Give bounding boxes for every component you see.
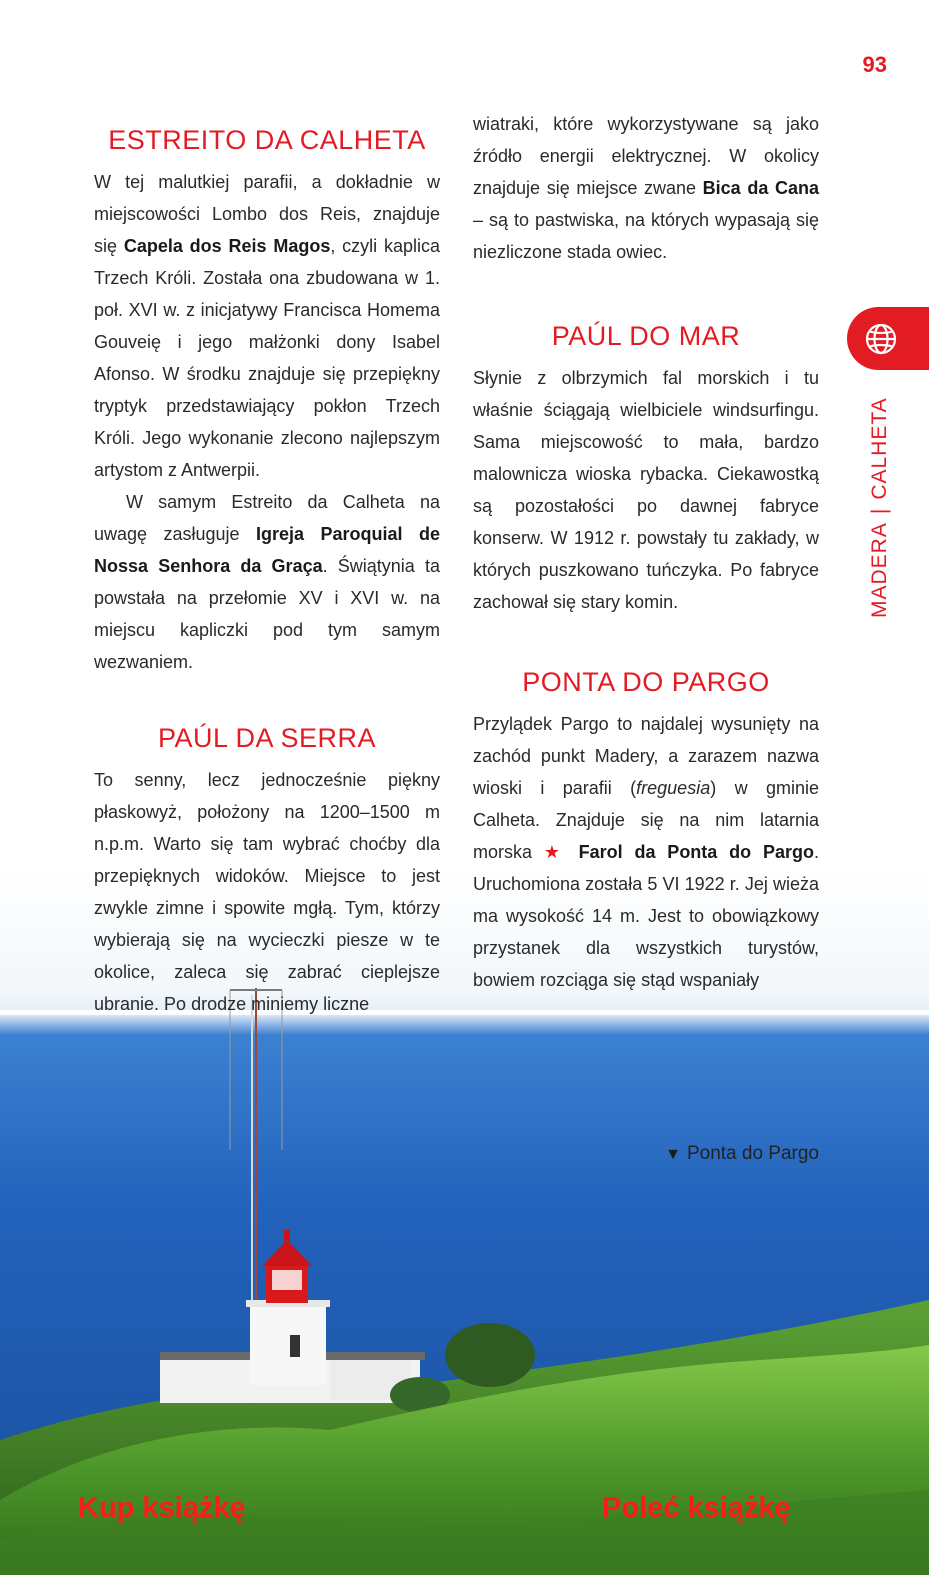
caption-marker-icon: ▼: [665, 1146, 681, 1163]
page-number: 93: [862, 52, 887, 77]
paragraph-estreito-2: W samym Estreito da Calheta na uwagę zasługuje Igreja Paroquial de Nossa Senhora da Graça. Świątynia ta powstała na przełomie XV i XVI w. na miejscu kapliczki pod tym samym wezwaniem.: [94, 492, 440, 672]
paragraph-ponta-do-pargo: Przylądek Pargo to najdalej wysunięty na zachód punkt Madery, a zarazem nazwa wioski i parafii (freguesia) w gminie Calheta. Znajduje się na nim latarnia morska ★ Farol da Ponta do Pargo. Uruchomiona została 5 VI 1922 r. Jej wieża ma wysokość 14 m. Jest to obowiązkowy przystanek dla wszystkich turystów, bowiem rozciąga się stąd wspaniały: [473, 714, 819, 990]
paragraph-estreito-1: W tej malutkiej parafii, a dokładnie w miejscowości Lombo dos Reis, znajduje się Capela dos Reis Magos, czyli kaplica Trzech Króli. Została ona zbudowana w 1. poł. XVI w. z inicjatywy Francisca Homema Gouveię i jego małżonki dony Isabel Afonso. W środku znajduje się przepiękny tryptyk przedstawiający pokłon Trzech Króli. Jego wykonanie zlecono najlepszym artystom z Antwerpii.: [94, 172, 441, 480]
globe-icon: [864, 322, 898, 356]
heading-paul-da-serra: PAÚL DA SERRA: [157, 723, 377, 753]
star-icon: ★: [543, 842, 567, 862]
caption-text: Ponta do Pargo: [686, 1143, 819, 1164]
paragraph-paul-da-serra: To senny, lecz jednocześnie piękny płaskowyż, położony na 1200–1500 m n.p.m. Warto się tam wybrać choćby dla przepięknych widoków. Miejsce to jest zwykle zimne i spowite mgłą. Tym, którzy wybierają się na wycieczki piesze w te okolice, zaleca się zabrać cieplejsze ubranie. Po drodze miniemy liczne: [94, 770, 440, 1014]
place-bica-da-cana: Bica da Cana: [702, 178, 819, 198]
place-capela-dos-reis-magos: Capela dos Reis Magos: [123, 236, 331, 256]
side-section-label: [868, 397, 892, 618]
left-column: [94, 122, 440, 1020]
globe-tab: [847, 307, 929, 370]
area-label: CALHETA: [868, 397, 891, 500]
place-igreja-paroquial: Igreja Paroquial de Nossa Senhora da Graça: [94, 524, 440, 576]
right-column: [473, 108, 819, 996]
paragraph-paul-do-mar: Słynie z olbrzymich fal morskich i tu właśnie ściągają wielbiciele windsurfingu. Sama miejscowość to mała, bardzo malownicza wioska rybacka. Ciekawostką są pozostałości po dawnej fabryce konserw. W 1912 r. powstały tu zakłady, w których puszkowano tuńczyka. Po fabryce zachował się stary komin.: [473, 368, 819, 612]
buy-book-link[interactable]: Kup książkę: [78, 1492, 246, 1524]
region-label: MADERA: [868, 522, 891, 618]
heading-ponta-do-pargo: PONTA DO PARGO: [522, 667, 770, 697]
separator: |: [868, 507, 891, 515]
recommend-book-link[interactable]: Poleć książkę: [602, 1492, 791, 1524]
heading-paul-do-mar: PAÚL DO MAR: [551, 321, 741, 351]
place-farol-da-ponta-do-pargo: Farol da Ponta do Pargo: [578, 842, 814, 862]
heading-estreito-da-calheta: ESTREITO DA CALHETA: [108, 125, 426, 155]
paragraph-continuation: wiatraki, które wykorzystywane są jako źródło energii elektrycznej. W okolicy znajduje się miejsce zwane Bica da Cana – są to pastwiska, na których wypasają się niezliczone stada owiec.: [473, 114, 819, 262]
photo-caption: [665, 1143, 819, 1165]
